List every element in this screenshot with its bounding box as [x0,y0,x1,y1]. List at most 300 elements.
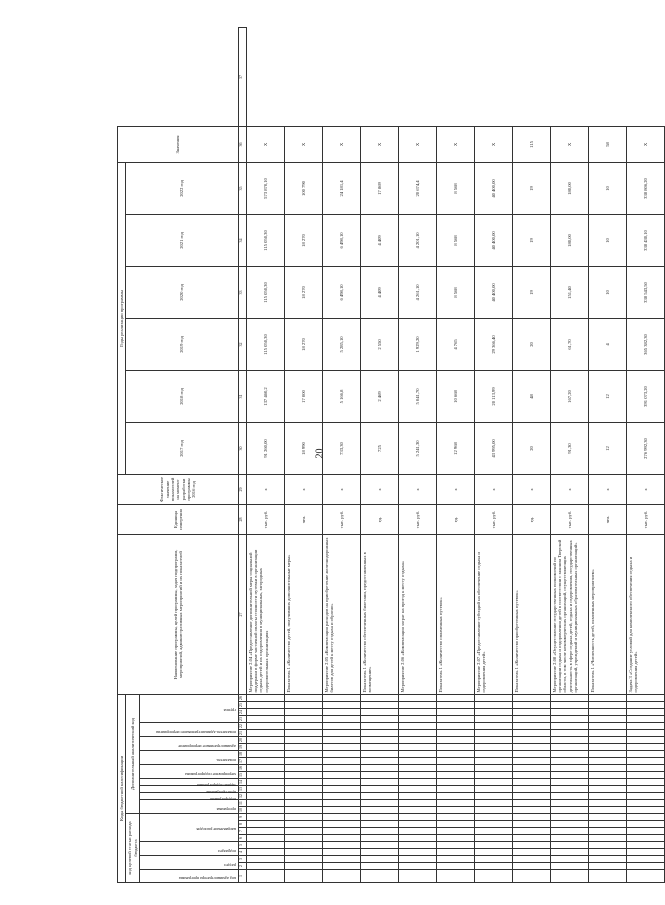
code-cell [398,800,436,807]
year-value-cell: 10 [588,214,626,266]
code-cell [588,751,626,758]
column-number: 33 [238,266,246,318]
actual-value-cell: х [398,474,436,504]
code-cell [474,737,512,744]
code-cell [246,744,284,751]
code-cell [474,758,512,765]
code-cell [398,870,436,883]
code-cell [284,786,322,793]
column-number: 19 [238,744,246,751]
code-cell [322,814,360,821]
code-cell [588,716,626,723]
column-number: 30 [238,422,246,474]
row-description: Мероприятие 2.07 «Предоставление субсидий на обеспечение отдыха и оздоровления детей» [474,534,512,694]
code-cell [436,814,474,821]
rotated-document [117,27,648,883]
year-header: 2020 год [126,266,239,318]
code-cell [246,765,284,772]
result-value-cell: Х [550,126,588,162]
code-cell [398,694,436,701]
code-cell [360,793,398,800]
code-cell [474,800,512,807]
code-cell [626,744,664,751]
year-value-cell: 573 870,10 [246,162,284,214]
code-cell [360,814,398,821]
vertical-header: раздел [139,856,238,870]
actual-value-cell: х [246,474,284,504]
year-value-cell: 12 [588,370,626,422]
code-cell [322,702,360,709]
code-cell [512,702,550,709]
column-number: 31 [238,370,246,422]
code-cell [626,779,664,786]
actual-value-cell: х [474,474,512,504]
code-cell [284,807,322,814]
code-cell [398,807,436,814]
code-cell [474,730,512,737]
year-value-cell: 338 543,50 [626,266,664,318]
code-cell [550,716,588,723]
year-value-cell: 115 050,30 [246,266,284,318]
vertical-header: программа [139,800,238,814]
code-cell [550,765,588,772]
year-value-cell: 20 [512,318,550,370]
code-cell [474,807,512,814]
column-number: 10 [238,807,246,814]
year-value-cell: 19 [512,162,550,214]
unit-cell: чел. [588,504,626,534]
code-cell [398,744,436,751]
code-cell [284,800,322,807]
row-description: Мероприятие 2.06 «Компенсация затрат на проезд к месту отдыха» [398,534,436,694]
code-cell [474,765,512,772]
code-cell [436,730,474,737]
code-cell [360,751,398,758]
code-cell [398,716,436,723]
code-cell [360,737,398,744]
code-cell [512,709,550,716]
code-cell [436,793,474,800]
column-number: 29 [238,474,246,504]
code-cell [474,814,512,821]
code-cell [436,786,474,793]
code-cell [512,758,550,765]
code-cell [626,821,664,828]
code-cell [284,702,322,709]
program-table [117,27,665,883]
result-value-cell: 58 [588,126,626,162]
unit-cell: ед. [436,504,474,534]
year-value-cell: 338 806,20 [626,162,664,214]
year-value-cell: 48 [512,370,550,422]
code-cell [284,835,322,842]
year-value-cell: 1 929,20 [398,318,436,370]
year-value-cell: 19 [512,266,550,318]
result-value-cell: Х [474,126,512,162]
year-header: 2022 год [126,162,239,214]
year-value-cell: 18 270 [284,214,322,266]
code-cell [322,772,360,779]
column-number: 37 [238,28,246,127]
year-value-cell: 2 550 [360,318,398,370]
unit-cell: тыс. руб. [474,504,512,534]
table-row [398,28,436,883]
code-cell [322,786,360,793]
code-cell [246,723,284,730]
code-cell [550,730,588,737]
actual-value-cell: х [626,474,664,504]
year-header: 2021 год [126,214,239,266]
code-cell [588,730,626,737]
year-value-cell: 12 968 [436,422,474,474]
year-value-cell: 17 869 [360,162,398,214]
year-value-cell: 40 400,00 [474,266,512,318]
result-column-header: Значения [118,126,239,162]
code-cell [436,751,474,758]
code-cell [398,856,436,863]
code-cell [284,793,322,800]
year-value-cell: 10 [588,266,626,318]
code-cell [322,835,360,842]
column-number: 15 [238,772,246,779]
code-cell [360,758,398,765]
code-cell [626,772,664,779]
column-number: 2 [238,863,246,870]
code-cell [626,723,664,730]
code-cell [588,744,626,751]
year-value-cell: 4 201,10 [398,214,436,266]
column-number: 4 [238,849,246,856]
year-value-cell: 167,20 [550,370,588,422]
code-cell [474,856,512,863]
code-cell [550,779,588,786]
code-cell [588,793,626,800]
unit-cell: тыс. руб. [246,504,284,534]
code-cell [436,716,474,723]
code-cell [474,849,512,856]
column-number: 26 [238,694,246,701]
code-cell [550,870,588,883]
year-value-cell: 4 765 [436,318,474,370]
code-cell [436,842,474,849]
code-cell [322,779,360,786]
unit-cell: ед. [360,504,398,534]
code-cell [284,737,322,744]
row-description: Мероприятие 2.08 «Осуществление государственных полномочий по организации отдыха и оздоровления детей в соответствии с законом Тверской области, в том числе некоммерческих организаций, осуществляющих деятельность в сфере отдыха детей, отдыха и оздоровления, государственных организаций, учреждений и муниципальных образовательных организаций» [550,534,588,694]
year-value-cell: 151,40 [550,266,588,318]
code-cell [626,737,664,744]
column-number: 9 [238,814,246,821]
vertical-header: мероприятие подпрограммы [139,765,238,779]
code-cell [398,821,436,828]
code-cell [246,793,284,800]
code-cell [588,828,626,835]
code-cell [284,723,322,730]
year-value-cell: 12 [588,422,626,474]
table-row [588,28,626,883]
code-cell [550,723,588,730]
year-value-cell: 5 285,10 [322,318,360,370]
year-value-cell: 4 409 [360,266,398,318]
code-cell [626,870,664,883]
result-value-cell: 115 [512,126,550,162]
result-value-cell: Х [360,126,398,162]
code-cell [360,709,398,716]
column-number: 13 [238,786,246,793]
code-cell [512,856,550,863]
result-value-cell: Х [284,126,322,162]
code-cell [550,849,588,856]
column-number-row [238,28,246,883]
code-cell [398,786,436,793]
result-value-cell: Х [626,126,664,162]
column-number: 3 [238,856,246,863]
code-cell [436,772,474,779]
code-cell [284,758,322,765]
code-cell [322,842,360,849]
code-cell [246,772,284,779]
unit-column-header: Единица измерения [118,504,239,534]
code-cell [246,709,284,716]
code-cell [436,849,474,856]
code-cell [626,758,664,765]
code-cell [284,709,322,716]
code-cell [360,779,398,786]
code-cell [474,835,512,842]
code-cell [322,744,360,751]
table-row [360,28,398,883]
code-cell [246,694,284,701]
year-value-cell: 40 400,00 [474,214,512,266]
code-cell [398,730,436,737]
code-cell [284,694,322,701]
code-cell [588,863,626,870]
code-cell [550,694,588,701]
code-cell [512,863,550,870]
vertical-header: административное мероприятие [139,737,238,751]
code-cell [550,828,588,835]
column-number: 21 [238,730,246,737]
year-value-cell: 18 270 [284,266,322,318]
code-cell [588,709,626,716]
code-cell [246,702,284,709]
code-cell [436,870,474,883]
code-cell [284,842,322,849]
additional-code-header: Дополнительный аналитический код [126,694,140,813]
actual-value-cell: х [360,474,398,504]
row-description: Показатель 1 «Количество детей, получивших дополнительные меры» [284,534,322,694]
code-cell [474,842,512,849]
code-cell [512,842,550,849]
code-cell [284,779,322,786]
code-cell [588,870,626,883]
code-cell [322,800,360,807]
code-cell [474,870,512,883]
code-cell [512,772,550,779]
code-cell [322,807,360,814]
code-cell [550,702,588,709]
code-cell [436,821,474,828]
code-cell [550,807,588,814]
code-cell [512,779,550,786]
code-cell [398,702,436,709]
code-cell [512,751,550,758]
actual-value-cell: х [512,474,550,504]
table-row [246,28,284,883]
code-cell [588,821,626,828]
column-number: 8 [238,821,246,828]
column-number: 35 [238,162,246,214]
code-cell [246,856,284,863]
code-cell [246,870,284,883]
code-cell [512,807,550,814]
code-cell [284,870,322,883]
code-cell [360,765,398,772]
code-cell [360,807,398,814]
year-value-cell: 29 366,40 [474,318,512,370]
table-body [246,28,664,883]
code-cell [588,772,626,779]
table-row [550,28,588,883]
year-value-cell: 8 568 [436,214,474,266]
unit-cell: чел. [284,504,322,534]
budget-classification-header: Коды бюджетной классификации [118,694,126,882]
table-row [284,28,322,883]
year-value-cell: 6 498,10 [322,214,360,266]
code-cell [626,835,664,842]
code-cell [550,786,588,793]
year-value-cell: 4 261,10 [398,266,436,318]
code-cell [626,709,664,716]
code-cell [360,828,398,835]
year-value-cell: 180,00 [550,214,588,266]
code-cell [474,751,512,758]
code-cell [284,744,322,751]
column-number: 22 [238,723,246,730]
row-description: Показатель 1 «Количество обеспеченных билетами, предоставленных в возмещение» [360,534,398,694]
code-cell [284,821,322,828]
year-value-cell: 725 [360,422,398,474]
column-number: 6 [238,835,246,842]
code-cell [588,737,626,744]
row-description: Показатель 1 «Количество оплаченных путевок» [436,534,474,694]
column-number: 12 [238,793,246,800]
year-header: 2017 год [126,422,239,474]
year-value-cell: 91,30 [550,422,588,474]
code-cell [246,786,284,793]
code-cell [246,863,284,870]
code-cell [550,842,588,849]
code-cell [246,716,284,723]
code-cell [588,800,626,807]
code-cell [398,737,436,744]
code-cell [284,751,322,758]
year-value-cell: 61,70 [550,318,588,370]
code-cell [474,709,512,716]
code-cell [322,849,360,856]
code-cell [512,800,550,807]
year-value-cell: 276 992,30 [626,422,664,474]
table-row [626,28,664,883]
code-cell [436,835,474,842]
code-cell [626,702,664,709]
code-cell [588,694,626,701]
code-cell [512,694,550,701]
code-cell [626,807,664,814]
actual-value-cell: х [322,474,360,504]
column-number: 27 [238,534,246,694]
vertical-header: показатель административного мероприятия [139,723,238,737]
code-cell [246,800,284,807]
code-cell [246,828,284,835]
column-number: 5 [238,842,246,849]
code-cell [360,716,398,723]
column-number: 14 [238,779,246,786]
code-cell [398,842,436,849]
actual-value-cell: х [550,474,588,504]
code-cell [512,828,550,835]
code-cell [550,800,588,807]
column-number: 28 [238,504,246,534]
code-cell [360,730,398,737]
vertical-header: цель программы [139,786,238,793]
code-cell [626,765,664,772]
unit-cell: тыс. руб. [322,504,360,534]
code-cell [398,765,436,772]
year-value-cell: 91 260,00 [246,422,284,474]
code-cell [322,758,360,765]
actual-value-cell: х [284,474,322,504]
vertical-header: код администратора программы [139,870,238,883]
row-description: Показатель 1 «Численность детей, охваченных мероприятием» [588,534,626,694]
code-cell [436,694,474,701]
code-cell [512,849,550,856]
column-number: 16 [238,765,246,772]
code-cell [550,751,588,758]
row-description: Показатель 1 «Количество приобретенных путевок» [512,534,550,694]
code-cell [550,744,588,751]
code-cell [246,737,284,744]
code-cell [436,744,474,751]
actual-value-cell: х [436,474,474,504]
vertical-header: подпрограмма [139,793,238,800]
code-cell [436,807,474,814]
code-cell [626,786,664,793]
code-cell [360,694,398,701]
year-value-cell: 4 [588,318,626,370]
code-cell [398,793,436,800]
code-cell [360,856,398,863]
code-cell [284,765,322,772]
code-cell [322,856,360,863]
code-cell [512,835,550,842]
code-cell [398,772,436,779]
code-cell [284,856,322,863]
code-cell [436,765,474,772]
year-value-cell: 19 [512,214,550,266]
unit-cell: тыс. руб. [398,504,436,534]
code-cell [360,870,398,883]
vertical-header: направление расходов [139,814,238,842]
code-cell [322,723,360,730]
code-cell [360,849,398,856]
year-value-cell: 365 382,30 [626,318,664,370]
code-cell [398,779,436,786]
year-value-cell: 8 568 [436,162,474,214]
unit-cell: тыс. руб. [550,504,588,534]
code-cell [550,814,588,821]
code-cell [322,694,360,701]
